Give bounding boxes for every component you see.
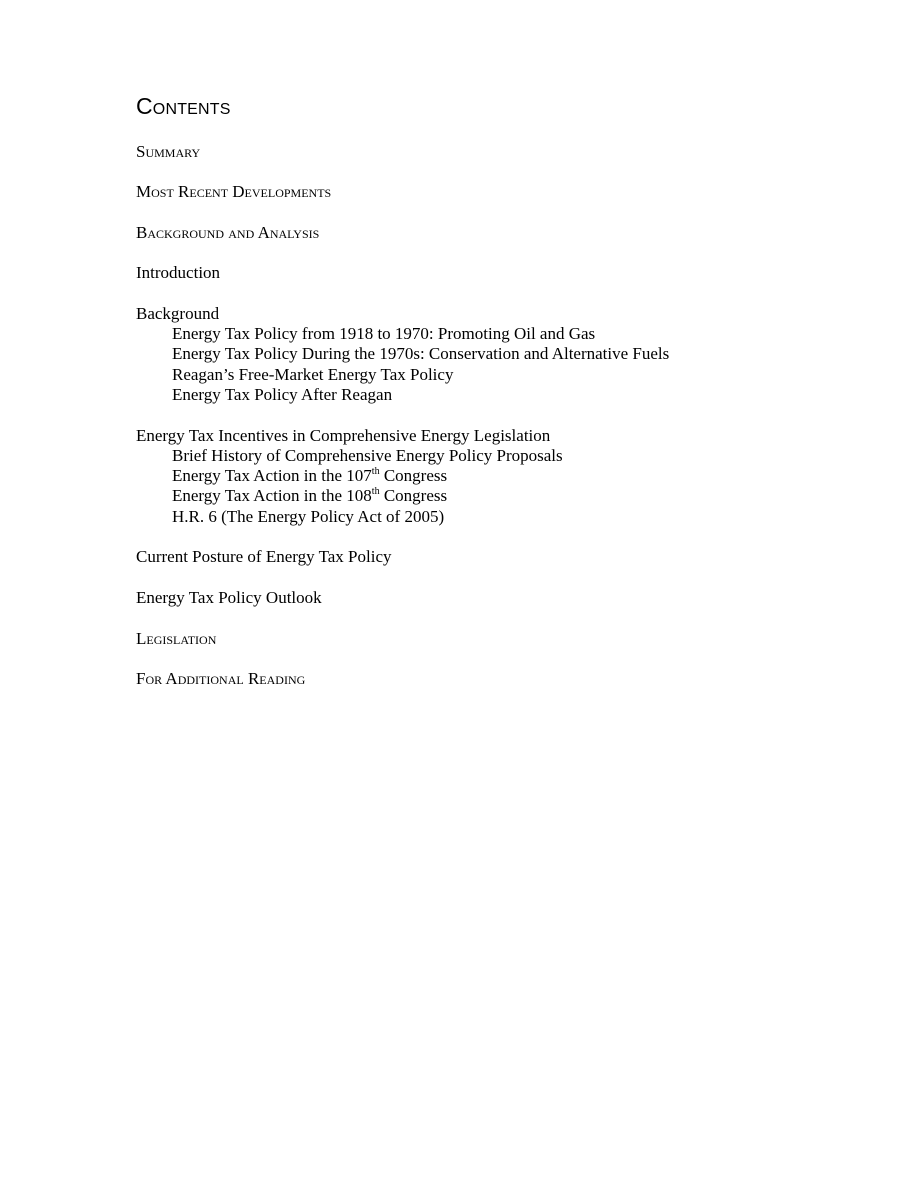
toc-subentry-after-reagan[interactable]: Energy Tax Policy After Reagan xyxy=(172,385,393,404)
page-title: Contents xyxy=(136,93,231,119)
entry-text: Energy Tax Action in the 108 xyxy=(172,486,372,505)
ordinal-superscript: th xyxy=(371,466,380,477)
entry-text: Energy Tax Action in the 107 xyxy=(172,466,372,485)
toc-subentry-hr6[interactable]: H.R. 6 (The Energy Policy Act of 2005) xyxy=(172,507,445,526)
entry-text: Congress xyxy=(379,486,448,505)
toc-subentry-108th-congress[interactable] xyxy=(172,486,447,506)
toc-entry-background-and-analysis[interactable]: Background and Analysis xyxy=(136,223,320,242)
toc-entry-summary[interactable]: Summary xyxy=(136,142,201,161)
toc-subentry-brief-history[interactable]: Brief History of Comprehensive Energy Policy Proposals xyxy=(172,446,563,465)
toc-entry-energy-tax-incentives[interactable]: Energy Tax Incentives in Comprehensive Energy Legislation xyxy=(136,426,551,445)
ordinal-superscript: th xyxy=(371,486,380,497)
toc-entry-outlook[interactable]: Energy Tax Policy Outlook xyxy=(136,588,322,607)
toc-entry-current-posture[interactable]: Current Posture of Energy Tax Policy xyxy=(136,547,392,566)
toc-subentry-1970s[interactable]: Energy Tax Policy During the 1970s: Conservation and Alternative Fuels xyxy=(172,344,670,363)
toc-subentry-107th-congress[interactable] xyxy=(172,466,447,486)
toc-subentry-reagan[interactable]: Reagan’s Free-Market Energy Tax Policy xyxy=(172,365,454,384)
toc-entry-legislation[interactable]: Legislation xyxy=(136,629,217,648)
toc-entry-background[interactable]: Background xyxy=(136,304,220,323)
toc-entry-most-recent-developments[interactable]: Most Recent Developments xyxy=(136,182,332,201)
toc-entry-introduction[interactable]: Introduction xyxy=(136,263,221,282)
toc-entry-additional-reading[interactable]: For Additional Reading xyxy=(136,669,306,688)
toc-subentry-1918-1970[interactable]: Energy Tax Policy from 1918 to 1970: Promoting Oil and Gas xyxy=(172,324,596,343)
entry-text: Congress xyxy=(379,466,448,485)
